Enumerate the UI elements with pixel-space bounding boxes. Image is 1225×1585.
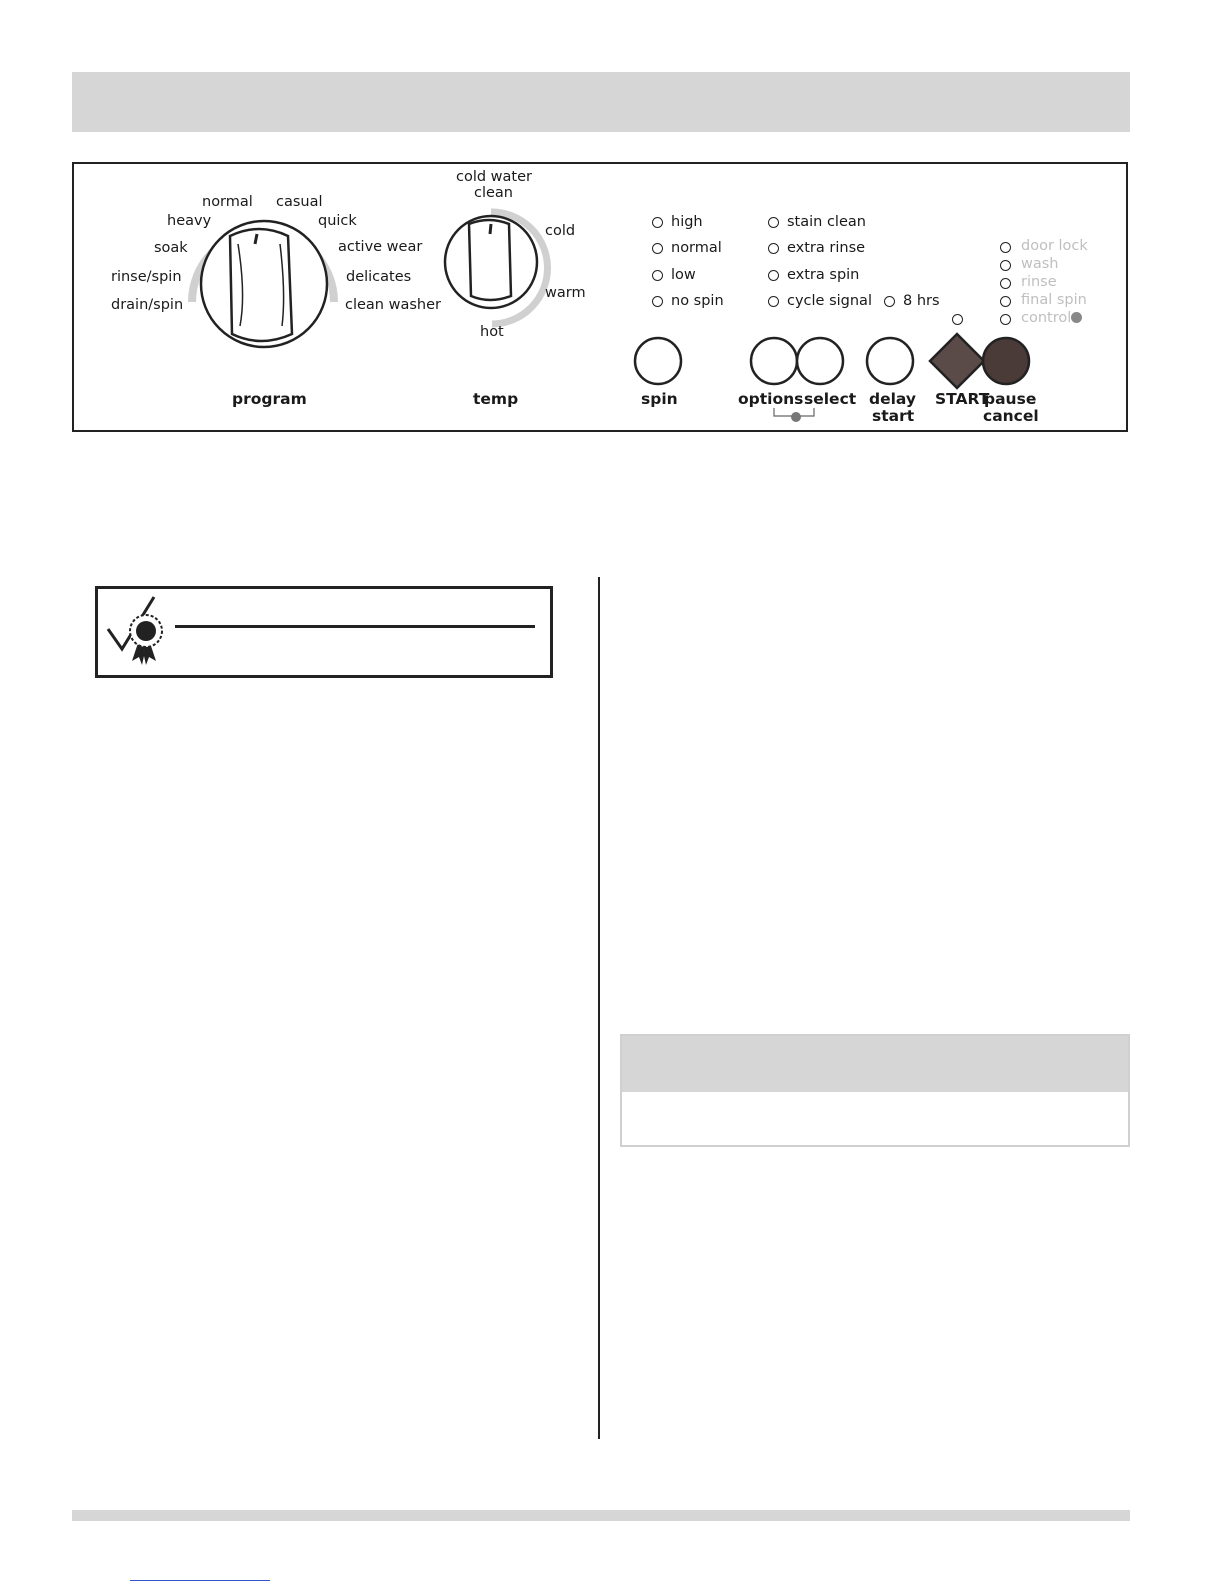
delay-8hrs: 8 hrs xyxy=(903,293,940,309)
status-final-spin-led xyxy=(1000,296,1011,307)
option-extra-rinse-led xyxy=(768,243,779,254)
temp-cold: cold xyxy=(545,223,576,239)
option-stain-clean-led xyxy=(768,217,779,228)
spin-button xyxy=(635,338,681,384)
select-button-label: select xyxy=(804,390,857,408)
temp-title: temp xyxy=(473,390,519,408)
program-heavy: heavy xyxy=(167,213,212,229)
column-divider xyxy=(598,577,600,1439)
temp-warm: warm xyxy=(545,285,586,301)
option-stain-clean: stain clean xyxy=(787,214,866,230)
header-bar xyxy=(72,72,1130,132)
delay-start-button xyxy=(867,338,913,384)
program-soak: soak xyxy=(154,240,188,256)
tip-divider-line xyxy=(175,625,535,628)
footer-link-underline[interactable] xyxy=(130,1580,270,1581)
program-normal: normal xyxy=(202,194,253,210)
spin-no-spin: no spin xyxy=(671,293,724,309)
control-panel-illustration xyxy=(72,162,1128,432)
spin-low-led xyxy=(652,270,663,281)
options-button-label: options xyxy=(738,390,804,408)
pause-button-label-2: cancel xyxy=(983,407,1039,425)
spin-button-label: spin xyxy=(641,390,678,408)
status-wash: wash xyxy=(1021,256,1059,272)
start-led xyxy=(952,314,963,325)
control-lock-icon xyxy=(1071,312,1082,323)
status-rinse-led xyxy=(1000,278,1011,289)
program-rinse-spin: rinse/spin xyxy=(111,269,182,285)
program-dial-pointer xyxy=(255,234,257,244)
program-delicates: delicates xyxy=(346,269,412,285)
spin-low: low xyxy=(671,267,696,283)
status-final-spin: final spin xyxy=(1021,292,1087,308)
temp-dial-pointer xyxy=(490,224,491,234)
program-clean-washer: clean washer xyxy=(345,297,441,313)
tip-box xyxy=(95,586,553,678)
status-control-led xyxy=(1000,314,1011,325)
options-button xyxy=(751,338,797,384)
status-wash-led xyxy=(1000,260,1011,271)
option-extra-spin: extra spin xyxy=(787,267,860,283)
option-extra-spin-led xyxy=(768,270,779,281)
status-rinse: rinse xyxy=(1021,274,1057,290)
lock-icon xyxy=(791,412,801,422)
temp-clean: clean xyxy=(474,185,513,201)
status-control: control xyxy=(1021,310,1072,326)
spin-high-led xyxy=(652,217,663,228)
note-box xyxy=(620,1034,1130,1147)
temp-cold-water: cold water xyxy=(456,169,532,185)
start-button xyxy=(930,334,984,388)
spin-no-spin-led xyxy=(652,296,663,307)
award-ribbon-check-icon xyxy=(104,595,170,667)
program-active-wear: active wear xyxy=(338,239,423,255)
spin-normal: normal xyxy=(671,240,722,256)
footer-bar xyxy=(72,1510,1130,1521)
program-quick: quick xyxy=(318,213,357,229)
delay-8hrs-led xyxy=(884,296,895,307)
program-casual: casual xyxy=(276,194,323,210)
select-button xyxy=(797,338,843,384)
delay-button-label-2: start xyxy=(872,407,915,425)
program-title: program xyxy=(232,390,307,408)
status-door-lock-led xyxy=(1000,242,1011,253)
option-cycle-signal-led xyxy=(768,296,779,307)
pause-cancel-button xyxy=(983,338,1029,384)
delay-button-label-1: delay xyxy=(869,390,917,408)
spin-normal-led xyxy=(652,243,663,254)
temp-hot: hot xyxy=(480,324,504,340)
option-cycle-signal: cycle signal xyxy=(787,293,872,309)
spin-high: high xyxy=(671,214,703,230)
start-button-label: START xyxy=(935,390,990,408)
pause-button-label-1: pause xyxy=(984,390,1037,408)
option-extra-rinse: extra rinse xyxy=(787,240,866,256)
status-door-lock: door lock xyxy=(1021,238,1088,254)
program-drain-spin: drain/spin xyxy=(111,297,184,313)
